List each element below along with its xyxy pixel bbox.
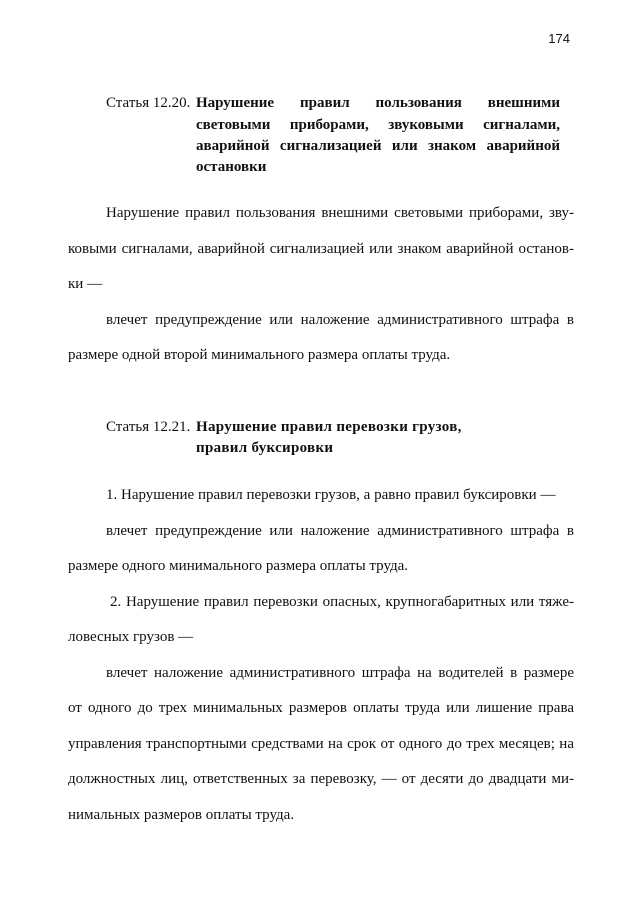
sanction-line: управления транспортными средствами на срок от одного до трех месяцев; на	[68, 736, 574, 752]
paragraph-line: ки —	[68, 276, 103, 292]
article-prefix: Статья 12.21.	[106, 419, 191, 435]
sanction-line: должностных лиц, ответственных за перевозку, — от десяти до двадцати ми-	[68, 771, 574, 787]
paragraph-line: 2. Нарушение правил перевозки опасных, крупногабаритных или тяже-	[110, 594, 574, 610]
paragraph-line: Нарушение правил пользования внешними световыми приборами, зву-	[106, 205, 574, 221]
sanction-line: нимальных размеров оплаты труда.	[68, 807, 295, 823]
sanction-line: влечет предупреждение или наложение административного штрафа в	[106, 312, 574, 328]
article-prefix: Статья 12.20.	[106, 95, 191, 111]
article-title-line: аварийной сигнализацией или знаком аварийной	[196, 138, 560, 154]
sanction-line: влечет наложение административного штрафа на водителей в размере	[106, 665, 574, 681]
page-number: 174	[548, 31, 570, 46]
paragraph-line: 1. Нарушение правил перевозки грузов, а равно правил буксировки —	[106, 487, 556, 503]
article-title-line: остановки	[196, 159, 267, 175]
sanction-line: от одного до трех минимальных размеров оплаты труда или лишение права	[68, 700, 574, 716]
sanction-line: размере одной второй минимального размера оплаты труда.	[68, 347, 451, 363]
paragraph-line: ковыми сигналами, аварийной сигнализацией или знаком аварийной останов-	[68, 241, 574, 257]
sanction-line: влечет предупреждение или наложение административного штрафа в	[106, 523, 574, 539]
article-title-line: правил буксировки	[196, 440, 334, 456]
article-title-line: Нарушение правил пользования внешними	[196, 95, 560, 111]
article-title-line: световыми приборами, звуковыми сигналами,	[196, 117, 560, 133]
sanction-line: размере одного минимального размера оплаты труда.	[68, 558, 409, 574]
article-title-line: Нарушение правил перевозки грузов,	[196, 419, 462, 435]
paragraph-line: ловесных грузов —	[68, 629, 194, 645]
